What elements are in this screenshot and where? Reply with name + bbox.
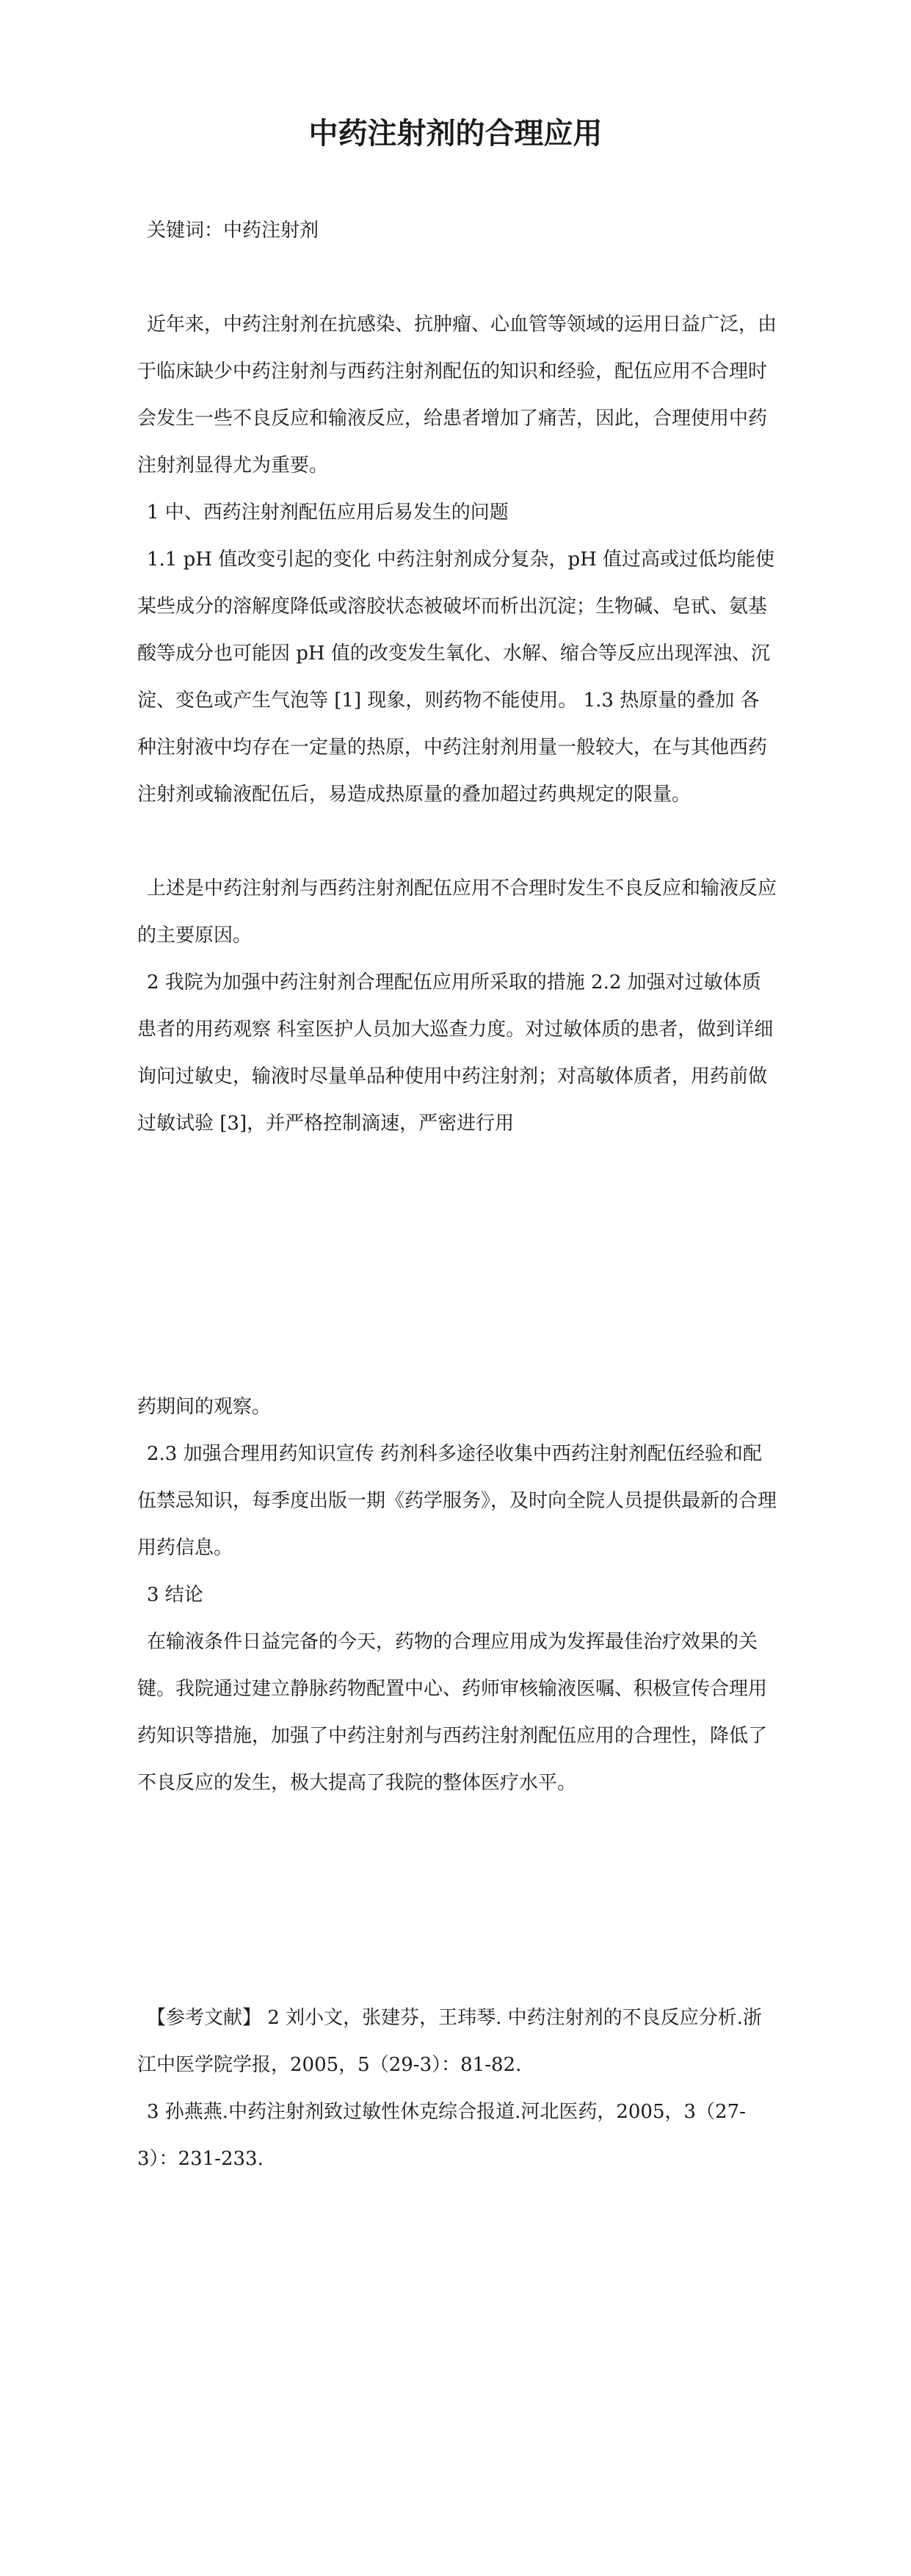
section-1-summary: 上述是中药注射剂与西药注射剂配伍应用不合理时发生不良反应和输液反应的主要原因。 [137, 878, 777, 947]
reference-item: 3 孙燕燕.中药注射剂致过敏性休克综合报道.河北医药，2005，3（27-3）：231-233. [137, 2101, 746, 2170]
intro-paragraph: 近年来，中药注射剂在抗感染、抗肿瘤、心血管等领域的运用日益广泛，由于临床缺少中药注射剂与西药注射剂配伍的知识和经验，配伍应用不合理时会发生一些不良反应和输液反应，给患者增加了痛苦，因此，合理使用中药注射剂显得尤为重要。 [137, 314, 777, 477]
section-3-body: 在输液条件日益完备的今天，药物的合理应用成为发挥最佳治疗效果的关键。我院通过建立静脉药物配置中心、药师审核输液医嘱、积极宣传合理用药知识等措施，加强了中药注射剂与西药注射剂配伍应用的合理性，降低了不良反应的发生，极大提高了我院的整体医疗水平。 [137, 1631, 768, 1794]
document-title: 中药注射剂的合理应用 [308, 117, 603, 151]
section-1-heading: 1 中、西药注射剂配伍应用后易发生的问题 [147, 502, 509, 524]
section-2-paragraph-part1: 2 我院为加强中药注射剂合理配伍应用所采取的措施 2.2 加强对过敏体质患者的用药观察 科室医护人员加大巡查力度。对过敏体质的患者，做到详细询问过敏史，输液时尽量单品种使用中药注射剂；对高敏体质者，用药前做过敏试验 [3]，并严格控制滴速，严密进行用 [137, 972, 774, 1135]
reference-item: 【参考文献】 2 刘小文，张建芬，王玮琴. 中药注射剂的不良反应分析.浙江中医学院学报，2005，5（29-3）：81-82. [137, 2007, 762, 2076]
section-3-heading: 3 结论 [147, 1584, 203, 1606]
section-2-3-paragraph: 2.3 加强合理用药知识宣传 药剂科多途径收集中西药注射剂配伍经验和配伍禁忌知识，每季度出版一期《药学服务》，及时向全院人员提供最新的合理用药信息。 [137, 1443, 777, 1559]
section-2-paragraph-part2: 药期间的观察。 [137, 1396, 272, 1418]
keywords: 关键词：中药注射剂 [147, 220, 319, 242]
section-1-body: 1.1 pH 值改变引起的变化 中药注射剂成分复杂，pH 值过高或过低均能使某些成分的溶解度降低或溶胶状态被破坏而析出沉淀；生物碱、皂甙、氨基酸等成分也可能因 pH 值的改变发生氧化、水解、缩合等反应出现浑浊、沉淀、变色或产生气泡等 [1] 现象，则药物不能使用。 1.3 热原量的叠加 各种注射液中均存在一定量的热原，中药注射剂用量一般较大，在与其他西药注射剂或输液配伍后，易造成热原量的叠加超过药典规定的限量。 [137, 549, 775, 806]
